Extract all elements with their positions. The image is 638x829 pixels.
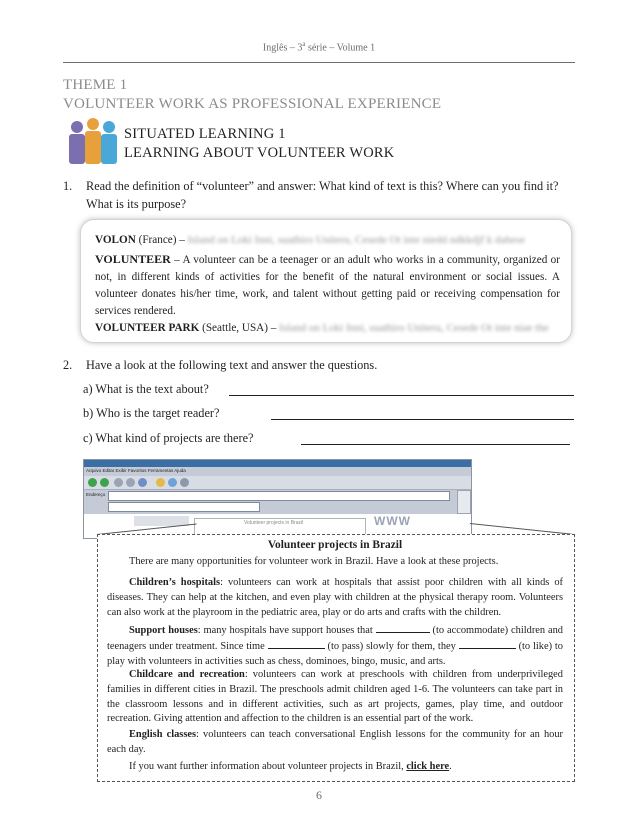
more-info-text: If you want further information about volunteer projects in Brazil,: [129, 761, 404, 772]
answer-line-b[interactable]: [271, 419, 574, 420]
click-here-link[interactable]: click here: [406, 761, 450, 772]
definition-volon: [95, 232, 560, 249]
childcare-text: : volunteers can work at preschools with children from underprivileged families in different cities in Brazil. The preschools admit children aged 1-6. The volunteers can take part in the classroom lessons and in different activities, such as art projects, games, play time, and outdoor recreation. Giving attention and affection to the children is an essential part of the work.: [107, 669, 563, 725]
header-sup: a: [302, 40, 306, 48]
term-volunteer-text: – A volunteer can be a teenager or an adult who works in a community, organized or not, in different kinds of activities for the benefit of the natural environment or social issues. A volunteer donates his/her time, work, and talent without getting paid or receiving compensation for services rendered.: [95, 254, 560, 317]
situated-learning-title: LEARNING ABOUT VOLUNTEER WORK: [124, 145, 395, 161]
print-icon: [180, 478, 189, 487]
question-2a: a) What is the text about?: [83, 382, 209, 396]
term-volunteer-park: VOLUNTEER PARK: [95, 322, 200, 334]
question-number: 1.: [63, 179, 73, 193]
stop-icon: [114, 478, 123, 487]
definition-volunteer: [95, 251, 560, 320]
term-volon-place: (France) –: [135, 234, 185, 246]
browser-screenshot: [83, 459, 472, 539]
childcare-heading: Childcare and recreation: [129, 669, 245, 680]
term-volon: VOLON: [95, 234, 136, 246]
question-2c: c) What kind of projects are there?: [83, 431, 254, 445]
intro-text: There are many opportunities for volunteer work in Brazil. Have a look at these projects.: [129, 556, 499, 567]
hospitals-text: : volunteers can work at hospitals that assist poor children with all kinds of diseases. They can help at the kitchen, and even play with children at the physical therapy room. Volunteers can also work at the playroom in the pediatric area, play or do arts and crafts with the children.: [107, 577, 563, 618]
answer-line-c[interactable]: [301, 444, 570, 445]
support-text: (to accommodate) children and teenagers under treatment. Since time: [107, 625, 563, 652]
english-classes-heading: English classes: [129, 729, 197, 740]
term-park-place: (Seattle, USA) –: [199, 322, 277, 334]
question-text: Have a look at the following text and answer the questions.: [86, 358, 378, 372]
situated-learning-label: SITUATED LEARNING 1: [124, 126, 286, 142]
question-text: Read the definition of “volunteer” and answer: What kind of text is this? Where can you find it? What is its purpose?: [86, 179, 559, 211]
favorites-icon: [156, 478, 165, 487]
term-volunteer: VOLUNTEER: [95, 252, 171, 266]
mail-icon: [168, 478, 177, 487]
browser-menu-bar: Arquivo Editar Exibir Favoritos Ferramentas Ajuda: [86, 468, 186, 473]
people-group-icon: [63, 118, 121, 166]
question-1: [63, 177, 579, 213]
www-logo: WWW: [374, 514, 411, 528]
running-header: [0, 40, 638, 53]
search-bar[interactable]: [108, 502, 260, 512]
forward-icon: [100, 478, 109, 487]
article-title: Volunteer projects in Brazil: [267, 539, 403, 551]
support-text: (to pass) slowly for them, they: [327, 640, 456, 652]
article-support-houses: [107, 623, 563, 669]
header-text: Inglês – 3: [262, 42, 303, 54]
fill-blank-3[interactable]: [459, 639, 516, 649]
article-english-classes: [107, 728, 563, 758]
question-number: 2.: [63, 358, 73, 372]
browser-title-bar: [84, 460, 471, 467]
article-more-info: [107, 760, 563, 775]
back-icon: [88, 478, 97, 487]
theme-title: VOLUNTEER WORK AS PROFESSIONAL EXPERIENCE: [63, 96, 442, 112]
blurred-text: Island on Loki Inni, suathiro Uniteru, Cesede Ot inte niedd ndkkdjf k dahese: [187, 234, 525, 246]
address-label: Endereço: [86, 492, 106, 497]
fill-blank-2[interactable]: [268, 639, 325, 649]
go-button[interactable]: [457, 490, 471, 514]
answer-line-a[interactable]: [229, 395, 574, 396]
article-hospitals: [107, 576, 563, 620]
blurred-text: Island on Loki Inni, suathiro Uniteru, Cesede Ot inte niae the: [279, 322, 549, 334]
page-title-small: Volunteer projects in Brazil: [244, 520, 304, 526]
support-text: (to like) to play with volunteers in activities such as chess, dominoes, bingo, music, and arts.: [107, 640, 563, 667]
question-2: [63, 356, 579, 374]
refresh-icon: [126, 478, 135, 487]
support-text: : many hospitals have support houses that: [197, 625, 373, 636]
browser-toolbar: [84, 476, 471, 490]
definition-volunteer-park: [95, 320, 560, 337]
home-icon: [138, 478, 147, 487]
more-info-period: .: [449, 761, 452, 772]
header-rule: [63, 62, 575, 63]
question-2b: b) Who is the target reader?: [83, 406, 220, 420]
fill-blank-1[interactable]: [376, 623, 430, 633]
hospitals-heading: Children’s hospitals: [129, 577, 221, 588]
header-text-end: série – Volume 1: [305, 42, 376, 54]
theme-label: THEME 1: [63, 77, 128, 93]
connector-line: [470, 523, 573, 535]
support-houses-heading: Support houses: [129, 625, 198, 636]
article-childcare: [107, 668, 563, 727]
address-bar[interactable]: [108, 491, 450, 501]
english-classes-text: : volunteers can teach conversational English lessons for the community for an hour each day.: [107, 729, 563, 755]
article-intro: [107, 555, 563, 570]
page-number: 6: [316, 788, 322, 802]
